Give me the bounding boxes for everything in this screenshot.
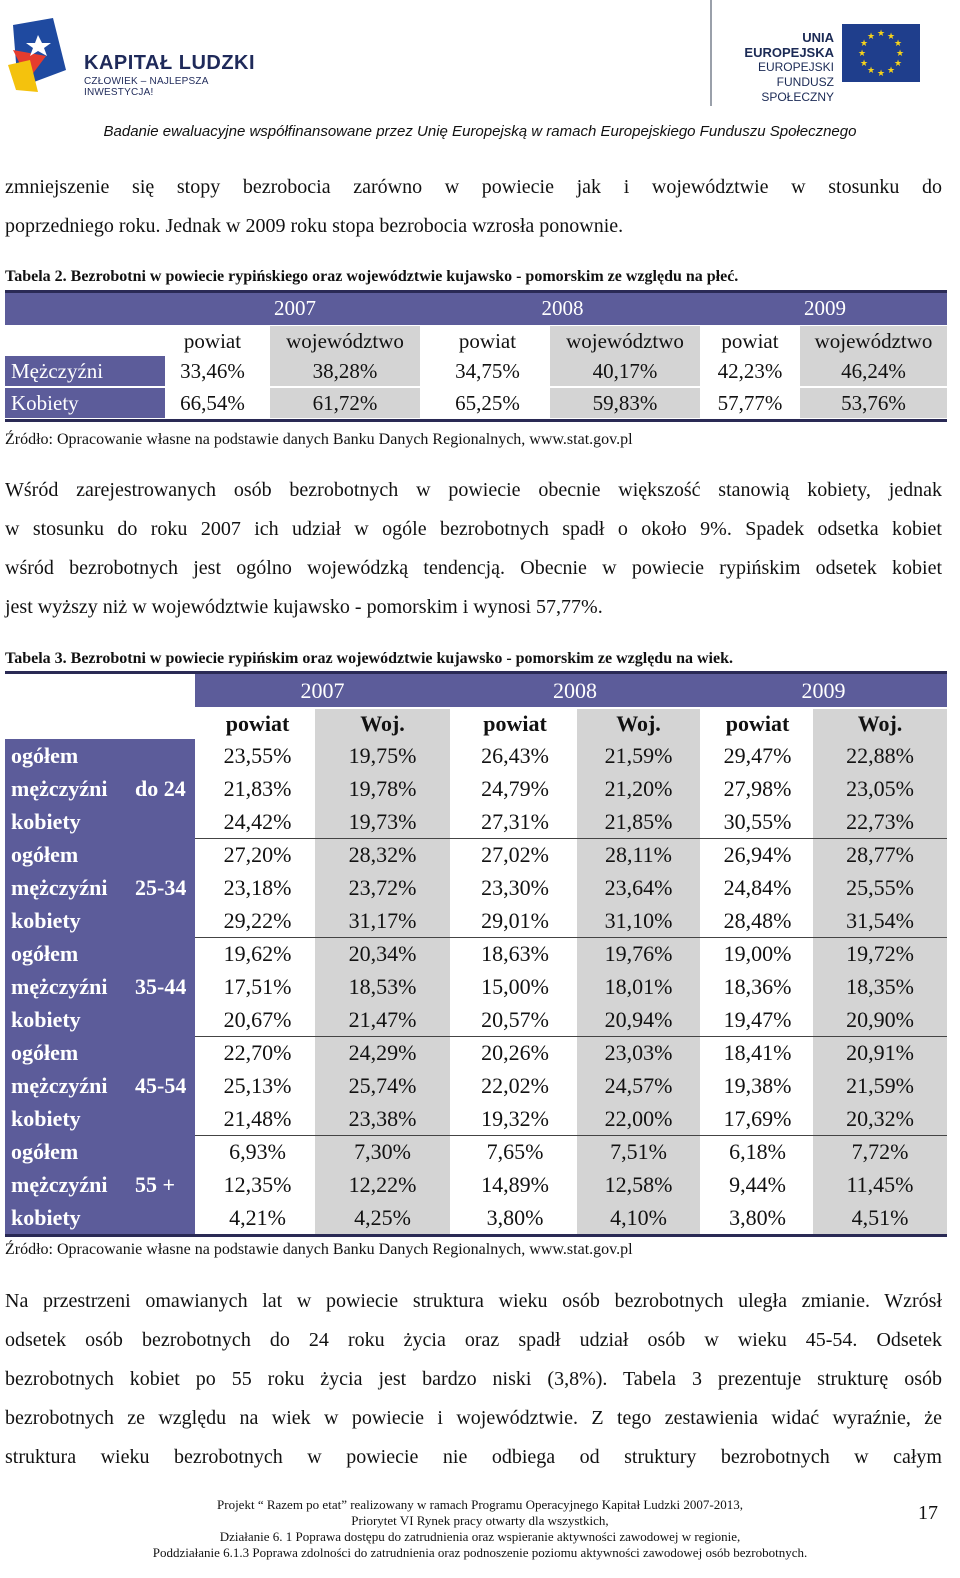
table3-row-label-text: mężczyźni <box>11 974 108 999</box>
table2-row-label: Kobiety <box>5 388 165 418</box>
table3-cell: 3,80% <box>729 1205 786 1230</box>
table3-age-group: 25-34 <box>135 875 187 900</box>
table3-cell: 18,01% <box>577 970 700 1003</box>
table3-row-label-text: mężczyźni <box>11 776 108 801</box>
table3-top-border <box>5 671 195 674</box>
text-line: bezrobotnych ze względu na wiek w powiecie i województwie. Z tego zestawienia widać wyraźnie, że <box>5 1407 942 1429</box>
table3-cell: 9,44% <box>729 1172 786 1197</box>
kapital-ludzki-logo <box>8 10 278 100</box>
svg-text:★: ★ <box>866 66 876 76</box>
table3-cell: 4,21% <box>229 1205 286 1230</box>
text-line: wśród bezrobotnych jest ogólno wojewódzką tendencją. Obecnie w powiecie rypińskim odsetek kobiet <box>5 557 942 579</box>
footer-line: Priorytet VI Rynek pracy otwarty dla wszystkich, <box>351 1513 609 1528</box>
table3-cell: 20,26% <box>481 1040 549 1065</box>
table3-cell: 20,32% <box>813 1102 947 1135</box>
eu-line-2: EUROPEJSKI <box>757 60 834 74</box>
table2-cell: 34,75% <box>455 359 520 383</box>
table3-cell: 3,80% <box>486 1205 544 1230</box>
table2-cell: 66,54% <box>180 391 245 415</box>
table3-cell: 7,51% <box>577 1135 700 1168</box>
table3-cell: 21,47% <box>315 1003 450 1036</box>
table3-age-group: 45-54 <box>135 1073 187 1098</box>
table3-cell: 20,57% <box>481 1007 549 1032</box>
table3-cell: 19,73% <box>315 805 450 838</box>
table2-cell: 46,24% <box>800 356 947 386</box>
table3-subheader: powiat <box>225 711 290 736</box>
table3-subheader: powiat <box>725 711 790 736</box>
text-line: Na przestrzeni omawianych lat w powiecie struktura wieku osób bezrobotnych uległa zmianie. Wzrósł <box>5 1290 942 1312</box>
table3-row-label <box>5 1135 195 1168</box>
svg-text:★: ★ <box>886 32 896 42</box>
table3-cell: 21,59% <box>813 1069 947 1102</box>
table3-row-label-text: ogółem <box>11 1040 79 1065</box>
table3-cell: 27,20% <box>223 842 292 867</box>
table3-cell: 28,11% <box>577 838 700 871</box>
table3-cell: 17,69% <box>723 1106 792 1131</box>
table3-cell: 21,85% <box>577 805 700 838</box>
table3-age-group: 35-44 <box>135 974 187 999</box>
table3-cell: 18,53% <box>315 970 450 1003</box>
svg-text:★: ★ <box>876 29 886 39</box>
table2-source: Źródło: Opracowanie własne na podstawie danych Banku Danych Regionalnych, www.stat.gov.pl <box>5 431 633 448</box>
table3-row-label-text: ogółem <box>11 941 79 966</box>
table3-cell: 22,00% <box>577 1102 700 1135</box>
table2-cell: 57,77% <box>717 391 783 415</box>
table3-cell: 27,98% <box>723 776 792 801</box>
table3-cell: 21,48% <box>223 1106 292 1131</box>
table2-caption: Tabela 2. Bezrobotni w powiecie rypińskiego oraz województwie kujawsko - pomorskim ze względu na płeć. <box>5 268 739 285</box>
table3-row-label-text: kobiety <box>11 1007 81 1032</box>
table3-cell: 19,75% <box>315 739 450 772</box>
text-line: bezrobotnych kobiet po 55 roku życia jest bardzo niski (3,8%). Tabela 3 prezentuje strukturę osób <box>5 1368 942 1390</box>
table2-cell: 65,25% <box>455 391 520 415</box>
table2-subheader: powiat <box>183 329 242 353</box>
table3-row-label <box>5 739 195 772</box>
table3-cell: 23,05% <box>813 772 947 805</box>
table3-cell: 22,70% <box>223 1040 292 1065</box>
table3-cell: 24,57% <box>577 1069 700 1102</box>
table3-row-label-text: ogółem <box>11 842 79 867</box>
table2-subheader: powiat <box>458 329 517 353</box>
table3-cell: 27,31% <box>481 809 549 834</box>
table3-cell: 18,35% <box>813 970 947 1003</box>
table3-cell: 28,32% <box>315 838 450 871</box>
table3-year: 2009 <box>801 678 846 703</box>
table3-group-divider <box>195 937 947 938</box>
table3-cell: 4,10% <box>577 1201 700 1234</box>
table2-cell: 61,72% <box>270 388 420 418</box>
table3-cell: 27,02% <box>481 842 549 867</box>
kapital-ludzki-subtitle: CZŁOWIEK – NAJLEPSZA INWESTYCJA! <box>84 76 209 98</box>
table3-cell: 22,02% <box>481 1073 549 1098</box>
table3-row-label-text: mężczyźni <box>11 875 108 900</box>
table3-row-label <box>5 1168 195 1201</box>
table2-year: 2007 <box>274 296 316 320</box>
text-line: Wśród zarejestrowanych osób bezrobotnych w powiecie obecnie większość stanowią kobiety, jednak <box>5 479 942 501</box>
table3-cell: 7,30% <box>315 1135 450 1168</box>
text-line: w stosunku do roku 2007 ich udział w ogóle bezrobotnych spadł o około 9%. Spadek odsetka kobiet <box>5 518 942 540</box>
table3-cell: 24,42% <box>223 809 292 834</box>
kapital-ludzki-title: KAPITAŁ LUDZKI <box>84 52 256 74</box>
table3-row-label-text: mężczyźni <box>11 1073 108 1098</box>
header-caption: Badanie ewaluacyjne współfinansowane przez Unię Europejską w ramach Europejskiego Funduszu Społecznego <box>103 123 857 140</box>
paragraph-2 <box>5 471 942 627</box>
text-line: zmniejszenie się stopy bezrobocia zarówno w powiecie jak i województwie w stosunku do <box>5 176 942 198</box>
table3-cell: 21,59% <box>577 739 700 772</box>
table3-cell: 19,38% <box>723 1073 792 1098</box>
table3-year: 2007 <box>300 678 345 703</box>
table3-row-label-text: kobiety <box>11 809 81 834</box>
table3-cell: 19,78% <box>315 772 450 805</box>
table3-cell: 14,89% <box>481 1172 549 1197</box>
table2-subheader: województwo <box>550 326 700 356</box>
table3-cell: 31,17% <box>315 904 450 937</box>
svg-text:★: ★ <box>859 59 869 69</box>
table3-cell: 22,73% <box>813 805 947 838</box>
table3-cell: 23,38% <box>315 1102 450 1135</box>
table3-cell: 23,55% <box>223 743 292 768</box>
table3-row-label <box>5 805 195 838</box>
table3-cell: 30,55% <box>723 809 792 834</box>
table3-cell: 20,34% <box>315 937 450 970</box>
table3-cell: 19,62% <box>223 941 292 966</box>
table3-row-label-text: kobiety <box>11 1205 81 1230</box>
text-line: jest wyższy niż w województwie kujawsko - pomorskim i wynosi 57,77%. <box>5 596 603 618</box>
svg-text:★: ★ <box>886 66 896 76</box>
svg-text:★: ★ <box>893 39 903 49</box>
table2-row-label: Mężczyźni <box>5 356 165 386</box>
table3-cell: 31,54% <box>813 904 947 937</box>
table3-cell: 19,32% <box>481 1106 549 1131</box>
table2-cell: 38,28% <box>270 356 420 386</box>
table3-cell: 7,65% <box>486 1139 544 1164</box>
table3-cell: 19,72% <box>813 937 947 970</box>
table3-cell: 22,88% <box>813 739 947 772</box>
table3-cell: 15,00% <box>481 974 549 999</box>
table3-cell: 20,94% <box>577 1003 700 1036</box>
table3-group-divider <box>195 838 947 839</box>
eu-line-3: FUNDUSZ SPOŁECZNY <box>761 75 834 104</box>
table3-cell: 18,63% <box>481 941 549 966</box>
table3-subheader: Woj. <box>577 709 700 739</box>
svg-text:★: ★ <box>859 39 869 49</box>
table3-cell: 17,51% <box>223 974 292 999</box>
table3-year: 2008 <box>553 678 597 703</box>
table3-cell: 18,36% <box>723 974 792 999</box>
text-line: odsetek osób bezrobotnych do 24 roku życia oraz spadł udział osób w wieku 45-54. Odsetek <box>5 1329 942 1351</box>
table3-cell: 24,79% <box>481 776 549 801</box>
table3-cell: 24,29% <box>315 1036 450 1069</box>
table3-cell: 31,10% <box>577 904 700 937</box>
table3-cell: 12,35% <box>223 1172 292 1197</box>
svg-text:★: ★ <box>876 69 886 79</box>
table3-cell: 28,48% <box>723 908 792 933</box>
table3-cell: 19,47% <box>723 1007 792 1032</box>
table3-cell: 23,64% <box>577 871 700 904</box>
table3-group-divider <box>195 1036 947 1037</box>
table3-row-label <box>5 772 195 805</box>
table2-cell: 59,83% <box>550 388 700 418</box>
footer-line: Działanie 6. 1 Poprawa dostępu do zatrudnienia oraz wspieranie aktywności zawodowej w regionie, <box>219 1529 741 1544</box>
svg-text:★: ★ <box>893 59 903 69</box>
table3-cell: 25,55% <box>813 871 947 904</box>
eu-logo-text <box>724 30 834 105</box>
eu-flag-icon <box>842 24 920 82</box>
table3-source: Źródło: Opracowanie własne na podstawie danych Banku Danych Regionalnych, www.stat.gov.pl <box>5 1241 633 1258</box>
table3-cell: 6,18% <box>729 1139 786 1164</box>
table3-cell: 25,13% <box>223 1073 292 1098</box>
table3-caption: Tabela 3. Bezrobotni w powiecie rypińskim oraz województwie kujawsko - pomorskim ze względu na wiek. <box>5 650 733 667</box>
paragraph-3 <box>5 1282 942 1477</box>
table2-year: 2009 <box>804 296 846 320</box>
table3-group-divider <box>195 1135 947 1136</box>
text-line: poprzedniego roku. Jednak w 2009 roku stopa bezrobocia wzrosła ponownie. <box>5 215 624 237</box>
table3-cell: 29,01% <box>481 908 549 933</box>
page-header <box>0 0 960 140</box>
table2-cell: 33,46% <box>180 359 245 383</box>
table2-subheader: województwo <box>270 326 420 356</box>
table3-cell: 29,22% <box>223 908 292 933</box>
table2-cell: 53,76% <box>800 388 947 418</box>
table3-row-label <box>5 937 195 970</box>
table3-cell: 20,67% <box>223 1007 292 1032</box>
table3-cell: 24,84% <box>723 875 792 900</box>
table3-row-label <box>5 838 195 871</box>
table3-cell: 20,91% <box>813 1036 947 1069</box>
table2-cell: 40,17% <box>550 356 700 386</box>
table3-cell: 26,94% <box>723 842 792 867</box>
table3-row-label-text: ogółem <box>11 1139 79 1164</box>
table3-row-label <box>5 871 195 904</box>
table3-row-label-text: ogółem <box>11 743 79 768</box>
table2-year: 2008 <box>541 296 584 320</box>
table3-bottom-border <box>5 1234 947 1237</box>
table3-row-label <box>5 904 195 937</box>
table3-cell: 19,00% <box>723 941 792 966</box>
table3-cell: 23,18% <box>223 875 292 900</box>
table3-cell: 29,47% <box>723 743 792 768</box>
page-footer <box>100 1497 860 1561</box>
table3-cell: 6,93% <box>229 1139 286 1164</box>
table3-row-label-text: mężczyźni <box>11 1172 108 1197</box>
header-divider <box>710 0 712 106</box>
table3-subheader: Woj. <box>315 709 450 739</box>
table3-row-label-text: kobiety <box>11 908 81 933</box>
table3-cell: 21,20% <box>577 772 700 805</box>
intro-paragraph <box>5 168 942 246</box>
svg-text:★: ★ <box>857 49 867 59</box>
table3-cell: 12,58% <box>577 1168 700 1201</box>
table2-bottom-border <box>5 419 947 422</box>
table2-subheader: województwo <box>800 326 947 356</box>
table3-row-label <box>5 1003 195 1036</box>
table3-cell: 26,43% <box>481 743 549 768</box>
table3-cell: 23,30% <box>481 875 549 900</box>
text-line: struktura wieku bezrobotnych w powiecie nie odbiega od struktury bezrobotnych w całym <box>5 1446 942 1468</box>
table3-row-label <box>5 1036 195 1069</box>
table3-row-label <box>5 1201 195 1234</box>
page-number: 17 <box>918 1502 938 1524</box>
table3-cell: 21,83% <box>223 776 292 801</box>
table3-cell: 12,22% <box>315 1168 450 1201</box>
table3-subheader: Woj. <box>813 709 947 739</box>
table3-subheader: powiat <box>483 711 547 736</box>
table3-cell: 19,76% <box>577 937 700 970</box>
table3-cell: 25,74% <box>315 1069 450 1102</box>
table2-subheader: powiat <box>721 329 779 353</box>
svg-text:★: ★ <box>895 49 905 59</box>
table3-row-label <box>5 970 195 1003</box>
table3-row-label-text: kobiety <box>11 1106 81 1131</box>
footer-line: Projekt “ Razem po etat” realizowany w ramach Programu Operacyjnego Kapitał Ludzki 2007-2013, <box>217 1497 743 1512</box>
table3-cell: 23,72% <box>315 871 450 904</box>
table3-cell: 7,72% <box>813 1135 947 1168</box>
svg-text:★: ★ <box>866 32 876 42</box>
table3-row-label <box>5 1102 195 1135</box>
table3-row-label <box>5 1069 195 1102</box>
table3-cell: 11,45% <box>813 1168 947 1201</box>
table3-cell: 23,03% <box>577 1036 700 1069</box>
table2-cell: 42,23% <box>717 359 783 383</box>
table3-cell: 18,41% <box>723 1040 792 1065</box>
table3-cell: 20,90% <box>813 1003 947 1036</box>
table3-cell: 4,25% <box>315 1201 450 1234</box>
footer-line: Poddziałanie 6.1.3 Poprawa zdolności do zatrudnienia oraz podnoszenie poziomu aktywności zawodowej osób bezrobotnych. <box>152 1545 808 1560</box>
eu-line-1: UNIA EUROPEJSKA <box>744 30 834 60</box>
table3-cell: 28,77% <box>813 838 947 871</box>
kapital-ludzki-emblem-icon <box>8 10 78 100</box>
table3-age-group: do 24 <box>135 776 186 801</box>
table3-cell: 4,51% <box>813 1201 947 1234</box>
table3-age-group: 55 + <box>135 1172 176 1197</box>
